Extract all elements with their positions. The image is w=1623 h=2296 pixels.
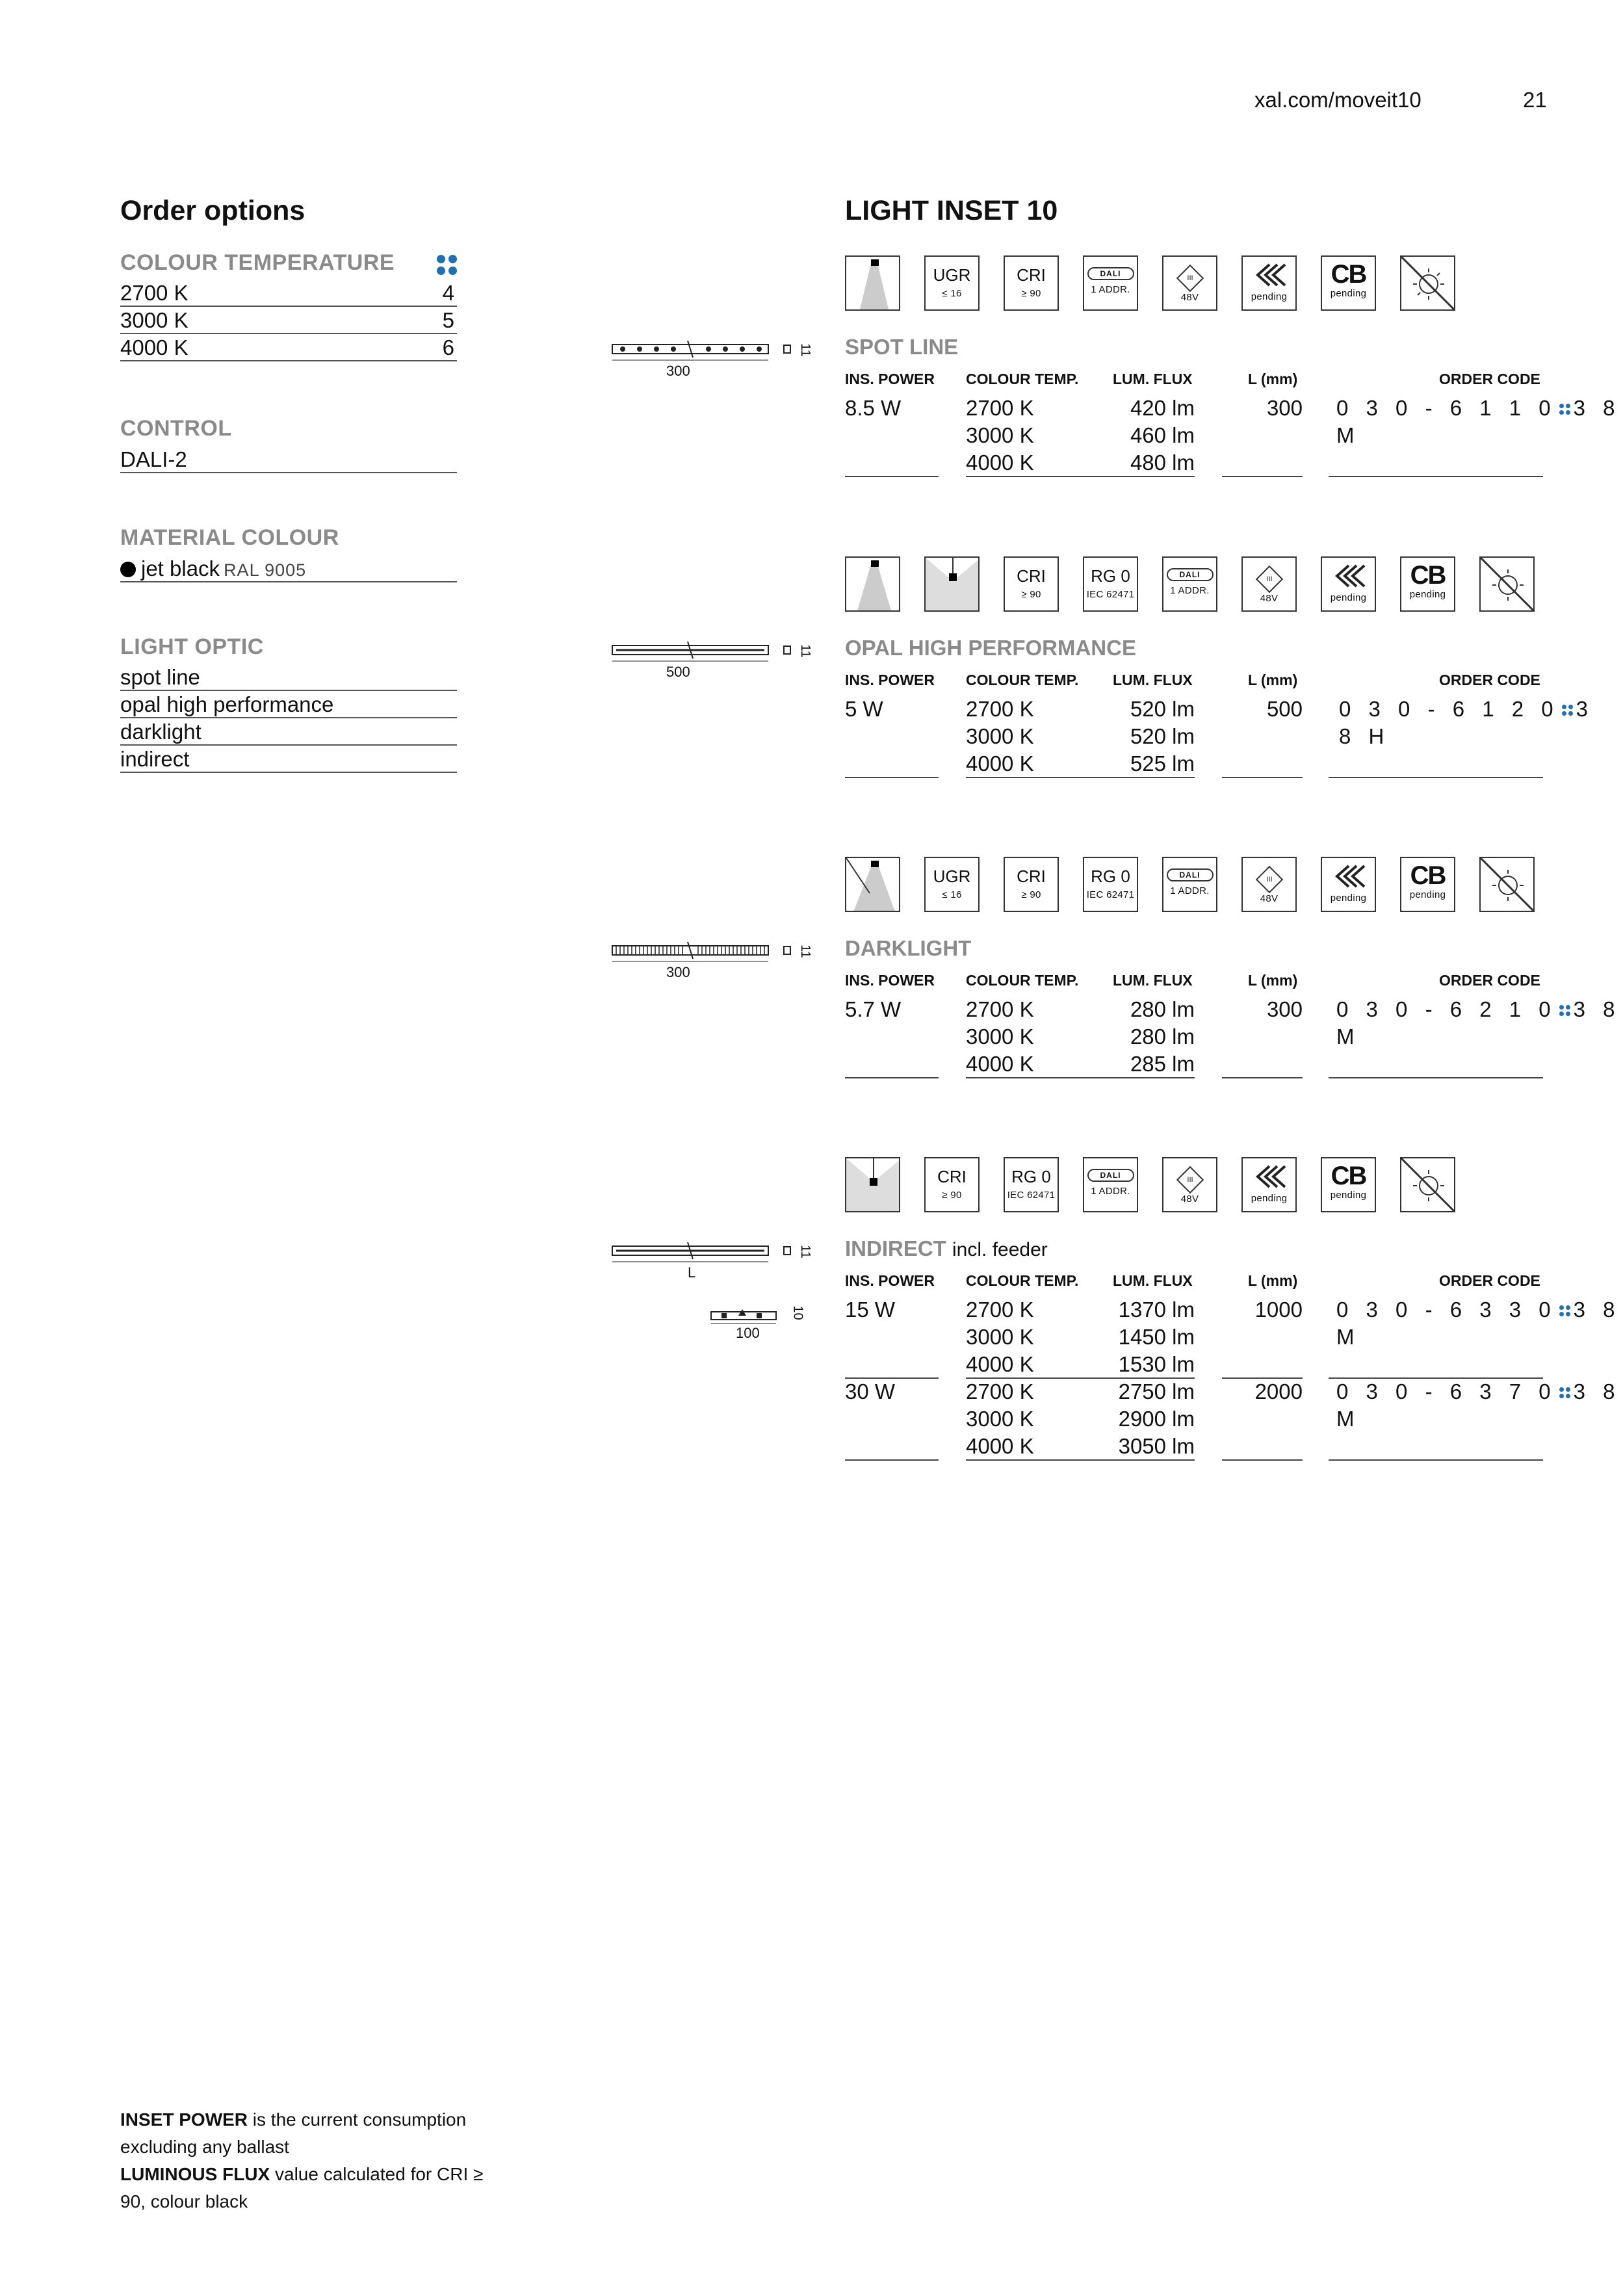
protection-class-icon: III 48V <box>1241 857 1297 912</box>
spot-length: 300 <box>1266 396 1303 420</box>
indirect-optic-icon <box>845 1157 900 1212</box>
col-code-header: ORDER CODE <box>1439 1272 1540 1289</box>
certification-mark-icon: pending <box>1241 1157 1297 1212</box>
light-optic-item: spot line <box>120 664 457 691</box>
spot-power: 8.5 W <box>845 396 902 420</box>
certification-mark-icon: pending <box>1321 556 1376 612</box>
indirect-ct: 3000 K <box>966 1407 1034 1431</box>
col-code-header: ORDER CODE <box>1439 672 1540 688</box>
cb-scheme-icon: CB pending <box>1400 556 1455 612</box>
indirect-length: 1000 <box>1254 1298 1303 1322</box>
darklight-flux: 285 lm <box>1130 1052 1195 1076</box>
col-power-header: INS. POWER <box>845 672 935 688</box>
rg-icon: RG 0 IEC 62471 <box>1083 857 1138 912</box>
spot-ct: 2700 K <box>966 396 1034 420</box>
col-code-header: ORDER CODE <box>1439 972 1540 989</box>
light-optic-item: darklight <box>120 718 457 746</box>
darklight-power: 5.7 W <box>845 997 902 1021</box>
opal-flux: 525 lm <box>1130 751 1195 776</box>
indirect-power: 30 W <box>845 1379 896 1403</box>
spot-length-label: 300 <box>666 363 690 379</box>
colour-code-icon <box>1561 703 1575 718</box>
protection-class-icon: III 48V <box>1241 556 1297 612</box>
spot-ct: 3000 K <box>966 423 1034 447</box>
no-disposal-icon <box>1400 255 1455 311</box>
indirect-ct: 4000 K <box>966 1434 1034 1458</box>
cri-icon: CRI ≥ 90 <box>1004 857 1059 912</box>
cb-scheme-icon: CB pending <box>1321 1157 1376 1212</box>
dali-icon: DALI 1 ADDR. <box>1162 857 1217 912</box>
opal-ct: 4000 K <box>966 751 1034 776</box>
colour-temperature-heading: COLOUR TEMPERATURE <box>120 250 395 275</box>
indirect-dimension-drawing <box>611 1240 819 1295</box>
light-optic-item: opal high performance <box>120 691 457 718</box>
colour-temp-code-icon <box>437 255 459 277</box>
col-ct-header: COLOUR TEMP. <box>966 972 1079 989</box>
darklight-length: 300 <box>1266 997 1303 1021</box>
opal-dimension-drawing <box>611 639 819 694</box>
light-optic-item: indirect <box>120 746 457 773</box>
darklight-ct: 2700 K <box>966 997 1034 1021</box>
page-number: 21 <box>1523 88 1547 112</box>
order-options-title: Order options <box>120 195 305 226</box>
feeder-length-label: 100 <box>736 1325 760 1341</box>
darklight-flux: 280 lm <box>1130 997 1195 1021</box>
opal-order-code: 0 3 0 - 6 1 2 0 3 8 H <box>1339 697 1594 748</box>
control-value: DALI-2 <box>120 446 457 473</box>
opal-optic-icon-b <box>924 556 980 612</box>
cri-icon: CRI ≥ 90 <box>924 1157 980 1212</box>
indirect-heading: INDIRECT incl. feeder <box>845 1236 1048 1260</box>
indirect-flux: 1530 lm <box>1118 1352 1195 1376</box>
cri-icon: CRI ≥ 90 <box>1004 556 1059 612</box>
indirect-order-code: 0 3 0 - 6 3 3 0 3 8 M <box>1336 1298 1621 1349</box>
footnote: INSET POWER is the current consumption excluding any ballast LUMINOUS FLUX value calculated for CRI ≥ 90, colour black <box>120 2109 484 2211</box>
col-flux-header: LUM. FLUX <box>1113 371 1193 387</box>
rg-icon: RG 0 IEC 62471 <box>1083 556 1138 612</box>
ct-option-row: 3000 K 5 <box>120 307 457 334</box>
certification-mark-icon: pending <box>1321 857 1376 912</box>
protection-class-icon: III 48V <box>1162 1157 1217 1212</box>
spot-optic-icon <box>845 255 900 311</box>
indirect-flux: 1450 lm <box>1118 1325 1195 1349</box>
indirect-length: 2000 <box>1254 1379 1303 1403</box>
ugr-icon: UGR ≤ 16 <box>924 255 980 311</box>
darklight-flux: 280 lm <box>1130 1024 1195 1049</box>
spot-line-heading: SPOT LINE <box>845 335 959 359</box>
col-ct-header: COLOUR TEMP. <box>966 371 1079 387</box>
indirect-flux: 2900 lm <box>1118 1407 1195 1431</box>
protection-class-icon: III 48V <box>1162 255 1217 311</box>
light-optic-heading: LIGHT OPTIC <box>120 634 264 659</box>
indirect-flux: 1370 lm <box>1118 1298 1195 1322</box>
col-flux-header: LUM. FLUX <box>1113 1272 1193 1289</box>
opal-optic-icon-a <box>845 556 900 612</box>
darklight-height-label: 11 <box>798 945 812 958</box>
colour-code-icon <box>1558 1386 1572 1400</box>
no-disposal-icon <box>1400 1157 1455 1212</box>
colour-code-icon <box>1558 1004 1572 1018</box>
darklight-length-label: 300 <box>666 964 690 980</box>
rg-icon: RG 0 IEC 62471 <box>1004 1157 1059 1212</box>
cb-scheme-icon: CB pending <box>1321 255 1376 311</box>
spot-height-label: 11 <box>798 343 812 357</box>
opal-height-label: 11 <box>798 644 812 658</box>
material-colour-heading: MATERIAL COLOUR <box>120 525 339 550</box>
col-length-header: L (mm) <box>1248 1272 1298 1289</box>
darklight-ct: 4000 K <box>966 1052 1034 1076</box>
col-ct-header: COLOUR TEMP. <box>966 1272 1079 1289</box>
col-code-header: ORDER CODE <box>1439 371 1540 387</box>
darklight-ct: 3000 K <box>966 1024 1034 1049</box>
opal-ct: 3000 K <box>966 724 1034 748</box>
control-heading: CONTROL <box>120 416 232 441</box>
col-ct-header: COLOUR TEMP. <box>966 672 1079 688</box>
indirect-flux: 2750 lm <box>1118 1379 1195 1403</box>
darklight-heading: DARKLIGHT <box>845 936 972 960</box>
certification-mark-icon: pending <box>1241 255 1297 311</box>
black-swatch-icon <box>120 562 136 577</box>
col-power-header: INS. POWER <box>845 371 935 387</box>
opal-heading: OPAL HIGH PERFORMANCE <box>845 636 1136 660</box>
indirect-power: 15 W <box>845 1298 896 1322</box>
opal-flux: 520 lm <box>1130 697 1195 721</box>
dali-icon: DALI 1 ADDR. <box>1083 1157 1138 1212</box>
darklight-dimension-drawing <box>611 939 819 995</box>
col-power-header: INS. POWER <box>845 972 935 989</box>
indirect-ct: 3000 K <box>966 1325 1034 1349</box>
col-power-header: INS. POWER <box>845 1272 935 1289</box>
ct-option-row: 2700 K 4 <box>120 280 457 307</box>
no-disposal-icon <box>1479 556 1535 612</box>
dali-icon: DALI 1 ADDR. <box>1162 556 1217 612</box>
ct-option-row: 4000 K 6 <box>120 334 457 361</box>
indirect-height-label: 11 <box>798 1245 812 1259</box>
header-url[interactable]: xal.com/moveit10 <box>1254 88 1422 112</box>
col-length-header: L (mm) <box>1248 371 1298 387</box>
feeder-height-label: 10 <box>790 1305 805 1320</box>
col-flux-header: LUM. FLUX <box>1113 672 1193 688</box>
spot-ct: 4000 K <box>966 450 1034 475</box>
product-title: LIGHT INSET 10 <box>845 195 1058 226</box>
indirect-ct: 2700 K <box>966 1379 1034 1403</box>
opal-ct: 2700 K <box>966 697 1034 721</box>
indirect-length-label: L <box>688 1264 696 1281</box>
opal-flux: 520 lm <box>1130 724 1195 748</box>
indirect-flux: 3050 lm <box>1118 1434 1195 1458</box>
spot-flux: 420 lm <box>1130 396 1195 420</box>
opal-power: 5 W <box>845 697 883 721</box>
colour-code-icon <box>1558 402 1572 417</box>
material-colour-value: jet black RAL 9005 <box>120 555 457 582</box>
col-length-header: L (mm) <box>1248 672 1298 688</box>
col-length-header: L (mm) <box>1248 972 1298 989</box>
col-flux-header: LUM. FLUX <box>1113 972 1193 989</box>
indirect-ct: 4000 K <box>966 1352 1034 1376</box>
indirect-ct: 2700 K <box>966 1298 1034 1322</box>
opal-length-label: 500 <box>666 664 690 680</box>
colour-code-icon <box>1558 1304 1572 1318</box>
spot-order-code: 0 3 0 - 6 1 1 0 3 8 M <box>1336 396 1621 447</box>
no-disposal-icon <box>1479 857 1535 912</box>
cri-icon: CRI ≥ 90 <box>1004 255 1059 311</box>
dali-icon: DALI 1 ADDR. <box>1083 255 1138 311</box>
spot-flux: 460 lm <box>1130 423 1195 447</box>
indirect-order-code: 0 3 0 - 6 3 7 0 3 8 M <box>1336 1379 1621 1431</box>
darklight-optic-icon <box>845 857 900 912</box>
opal-length: 500 <box>1266 697 1303 721</box>
darklight-order-code: 0 3 0 - 6 2 1 0 3 8 M <box>1336 997 1621 1049</box>
spot-line-dimension-drawing <box>611 338 819 393</box>
cb-scheme-icon: CB pending <box>1400 857 1455 912</box>
ugr-icon: UGR ≤ 16 <box>924 857 980 912</box>
spot-flux: 480 lm <box>1130 450 1195 475</box>
